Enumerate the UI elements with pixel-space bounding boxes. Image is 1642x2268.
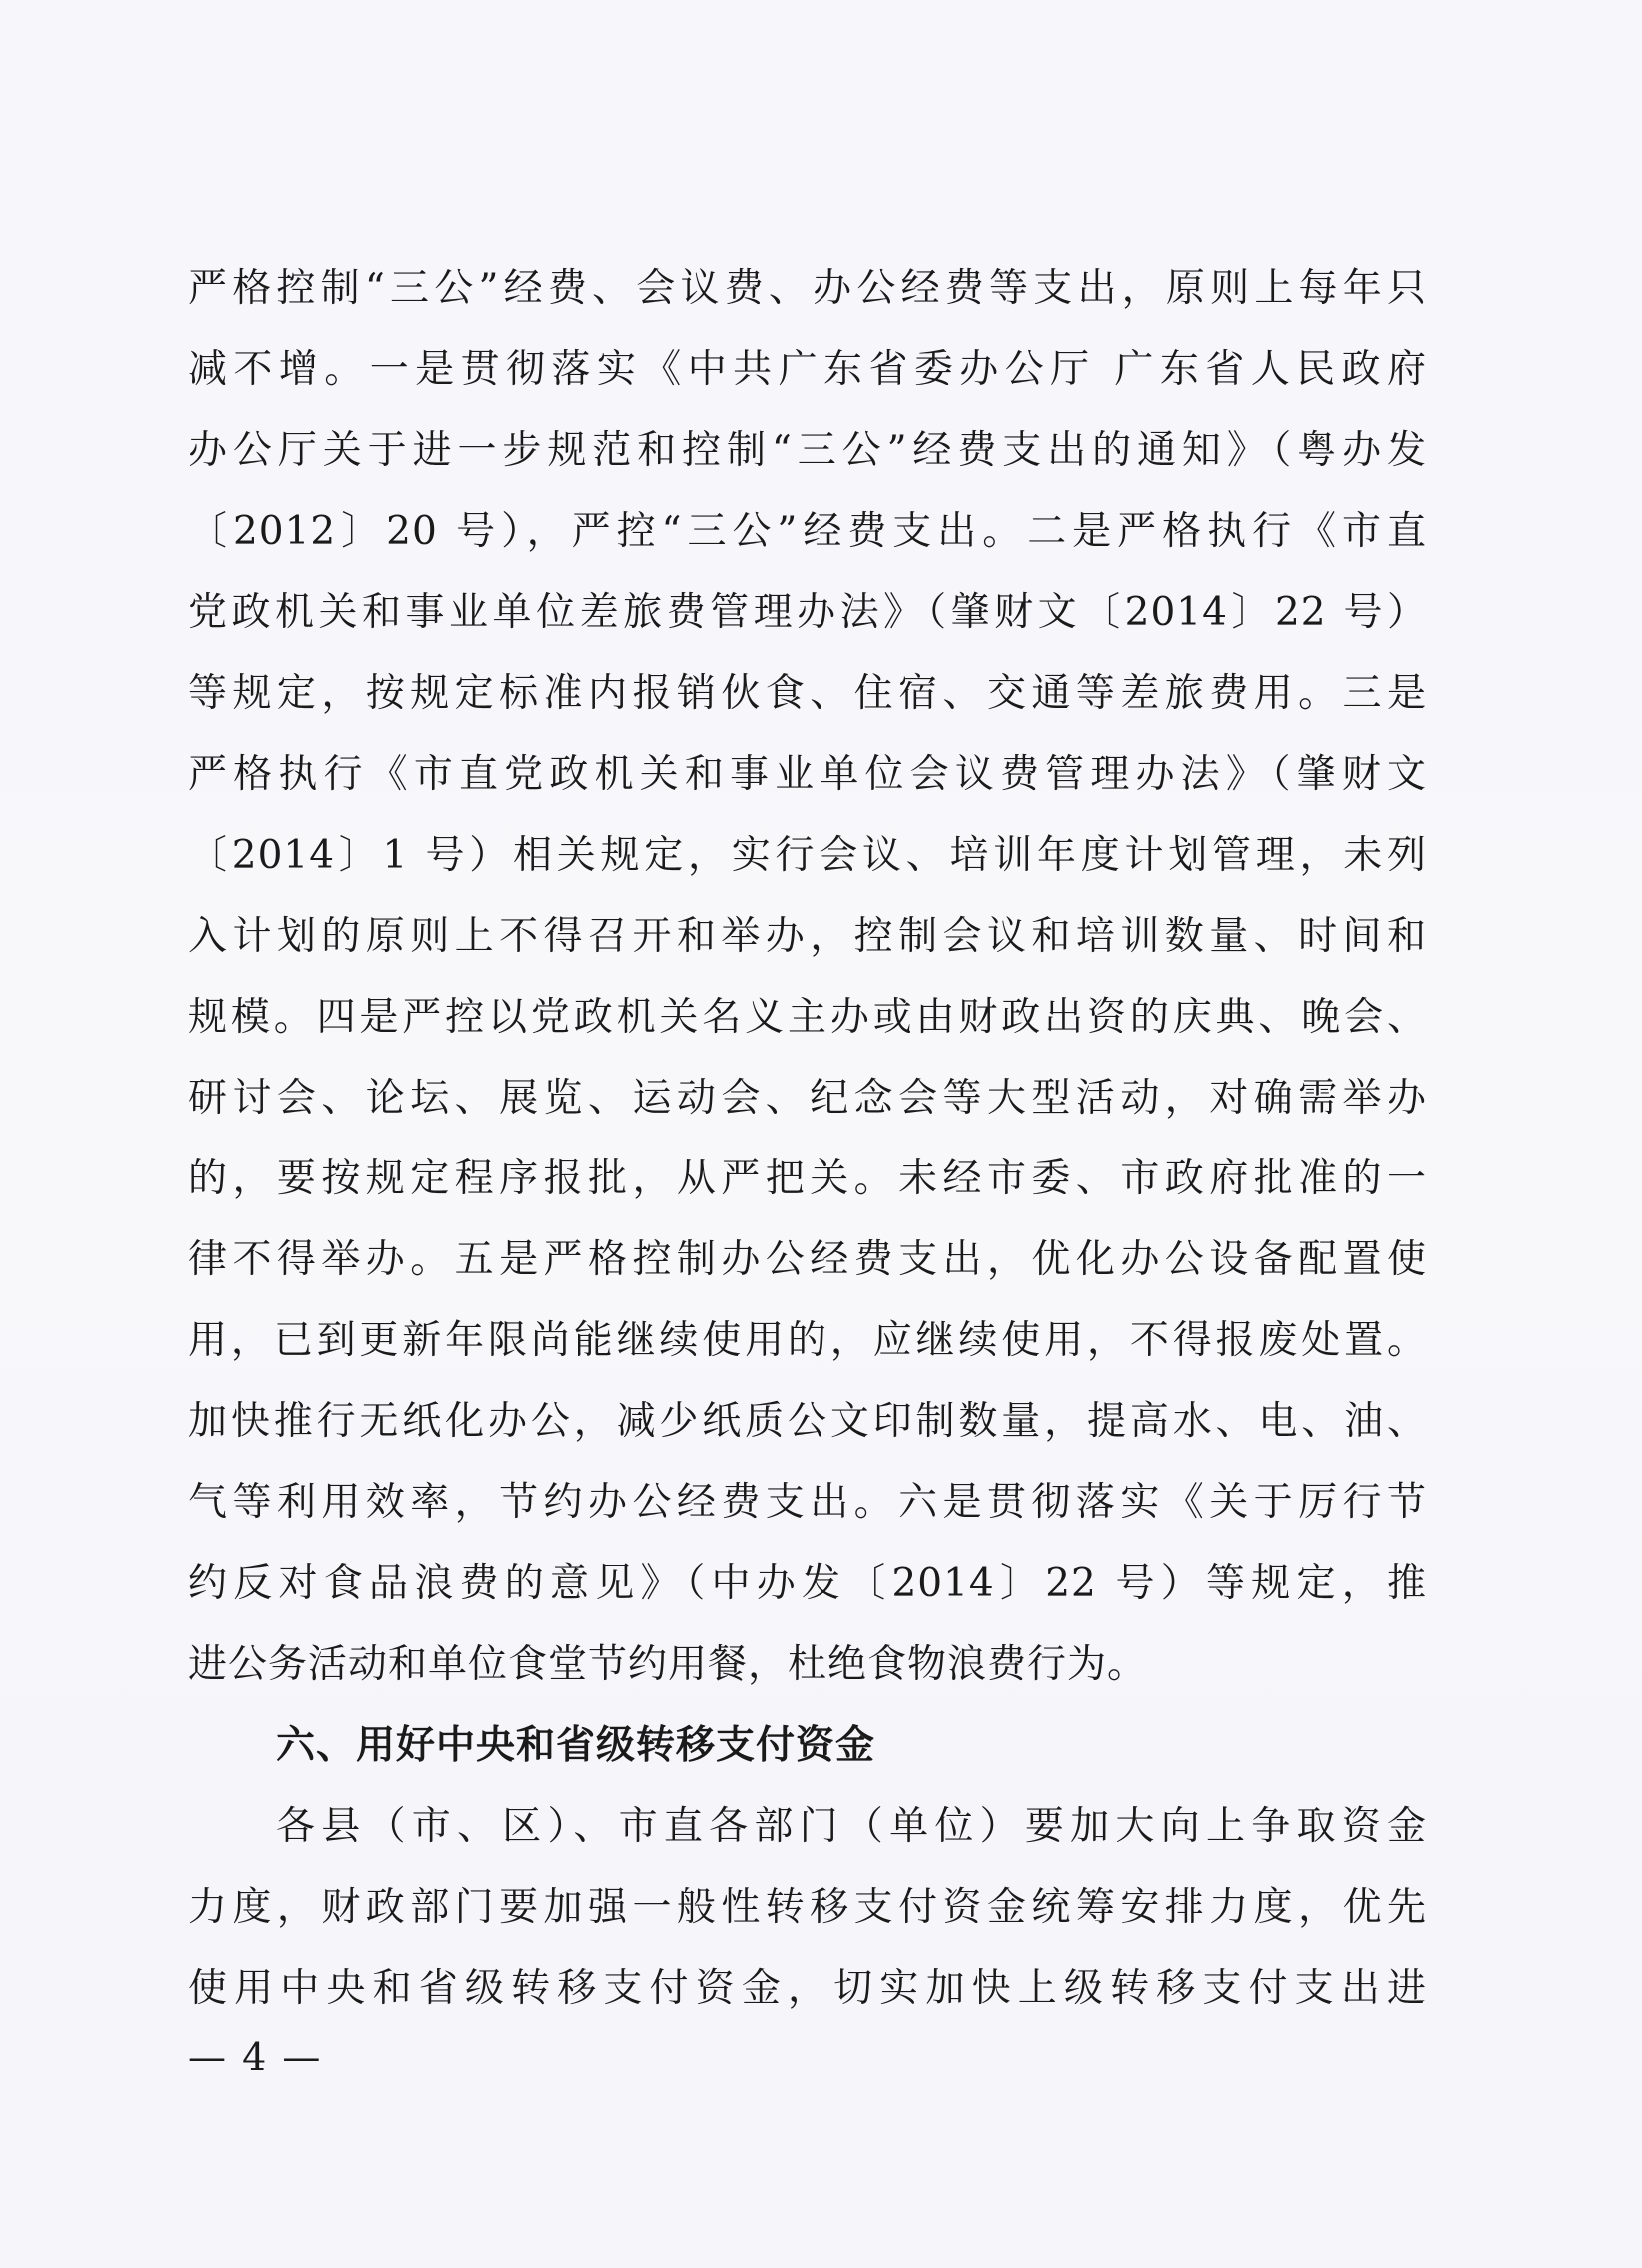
text-line: 使用中央和省级转移支付资金，切实加快上级转移支付支出进 (188, 1966, 1427, 2011)
text-line: 研讨会、论坛、展览、运动会、纪念会等大型活动，对确需举办 (188, 1076, 1427, 1121)
text-line: 力度，财政部门要加强一般性转移支付资金统筹安排力度，优先 (188, 1885, 1427, 1930)
text-line: 用，已到更新年限尚能继续使用的，应继续使用，不得报废处置。 (188, 1318, 1427, 1363)
text-line: 〔2012〕20 号），严控“三公”经费支出。二是严格执行《市直 (188, 509, 1427, 554)
text-line: 约反对食品浪费的意见》（中办发〔2014〕22 号）等规定，推 (188, 1561, 1427, 1606)
text-line: 减不增。一是贯彻落实《中共广东省委办公厅 广东省人民政府 (188, 347, 1427, 392)
text-line: 严格控制“三公”经费、会议费、办公经费等支出，原则上每年只 (188, 266, 1427, 311)
text-line: 等规定，按规定标准内报销伙食、住宿、交通等差旅费用。三是 (188, 671, 1427, 716)
text-line: 〔2014〕1 号）相关规定，实行会议、培训年度计划管理，未列 (188, 833, 1427, 878)
document-body (188, 248, 1427, 2029)
text-line: 的，要按规定程序报批，从严把关。未经市委、市政府批准的一 (188, 1156, 1427, 1201)
text-line: 各县（市、区）、市直各部门（单位）要加大向上争取资金 (276, 1804, 1427, 1849)
section-heading: 六、用好中央和省级转移支付资金 (276, 1723, 876, 1768)
text-line: 办公厅关于进一步规范和控制“三公”经费支出的通知》（粤办发 (188, 428, 1427, 473)
text-line: 气等利用效率，节约办公经费支出。六是贯彻落实《关于厉行节 (188, 1480, 1427, 1525)
text-line: 进公务活动和单位食堂节约用餐，杜绝食物浪费行为。 (188, 1642, 1148, 1687)
text-line: 入计划的原则上不得召开和举办，控制会议和培训数量、时间和 (188, 914, 1427, 959)
paragraph-1 (188, 248, 1427, 1705)
text-line: 党政机关和事业单位差旅费管理办法》（肇财文〔2014〕22 号） (188, 590, 1427, 635)
text-line: 律不得举办。五是严格控制办公经费支出，优化办公设备配置使 (188, 1237, 1427, 1282)
text-line: 严格执行《市直党政机关和事业单位会议费管理办法》（肇财文 (188, 752, 1427, 797)
page-number: — 4 — (188, 2035, 323, 2079)
section-6 (188, 1705, 1427, 2029)
text-line: 加快推行无纸化办公，减少纸质公文印制数量，提高水、电、油、 (188, 1399, 1427, 1444)
text-line: 规模。四是严控以党政机关名义主办或由财政出资的庆典、晚会、 (188, 995, 1427, 1040)
